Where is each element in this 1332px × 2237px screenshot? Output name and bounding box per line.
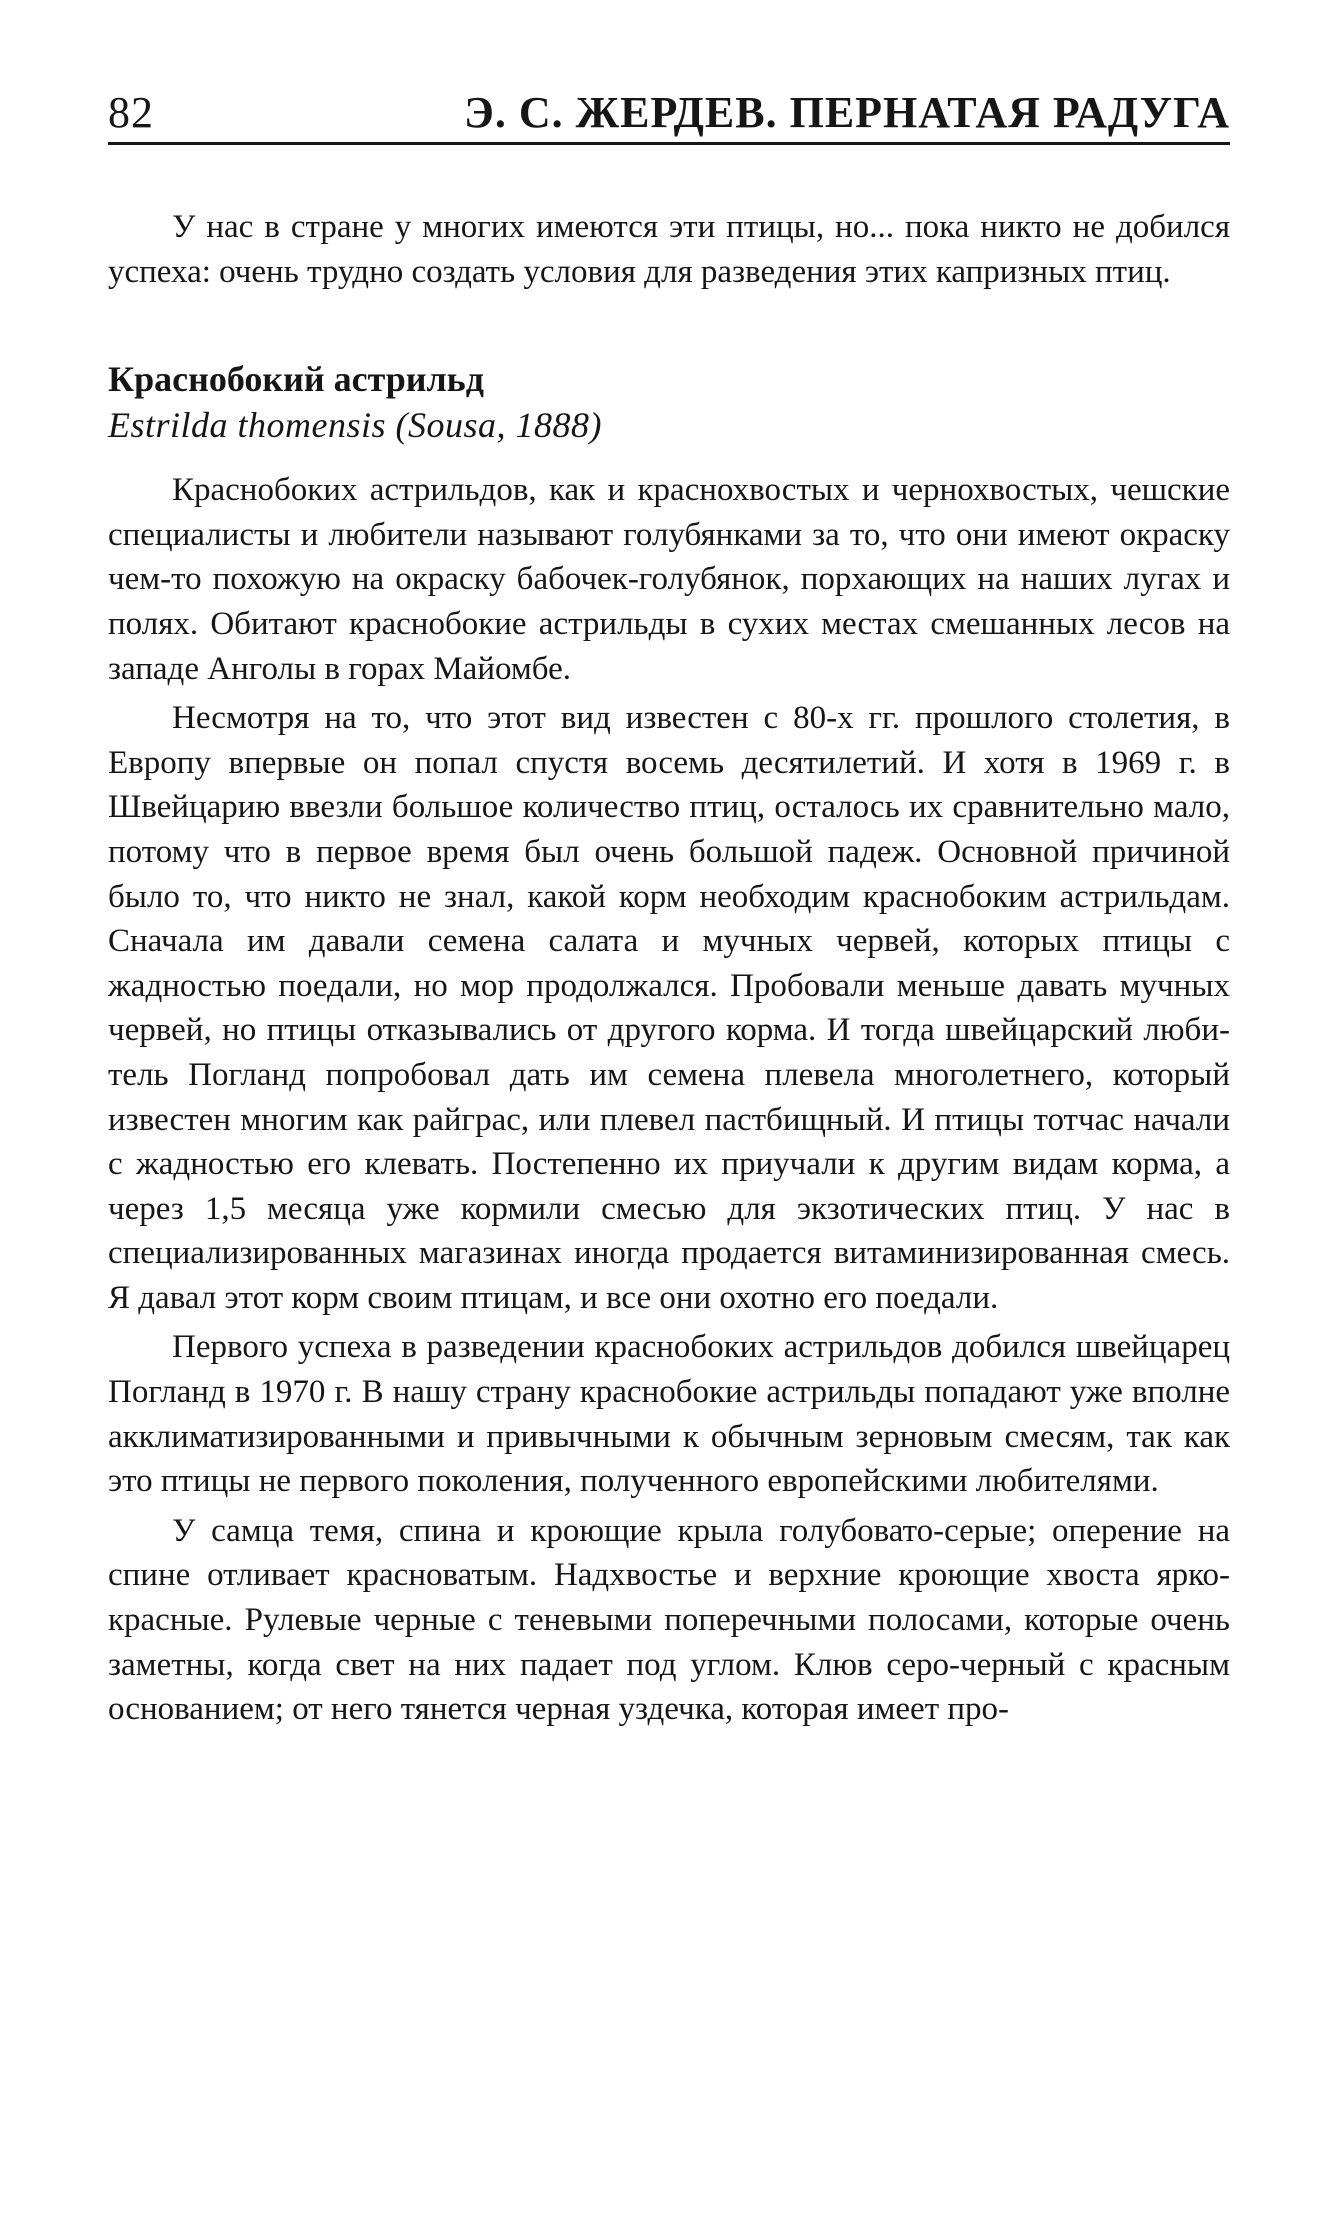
section-heading [108, 356, 1230, 448]
page-number: 82 [108, 88, 154, 137]
book-page [108, 88, 1230, 1732]
paragraph: Первого успеха в разведении краснобоких астрильдов добился швейцарец Погланд в 1970 г. В нашу страну краснобокие астрильды попадают уже вполне акклиматизированными и привычными к обычным зерновым смесям, так как это птицы не первого поколения, полученного европейскими любителями. [108, 1329, 1230, 1500]
book-title-header: Э. С. ЖЕРДЕВ. ПЕРНАТАЯ РАДУГА [464, 88, 1230, 137]
paragraph: Несмотря на то, что этот вид известен с 80-х гг. прошлого столетия, в Европу впервые он попал спустя восемь десятилетий. И хотя в 1969 г. в Швейцарию ввезли большое количество птиц, осталось их сравнительно мало, потому что в первое время был очень большой падеж. Основной причиной было то, что никто не знал, какой корм необходим краснобоким астрильдам. Сначала им давали семена салата и мучных червей, которых птицы с жадностью поедали, но мор продолжался. Пробовали меньше давать мучных червей, но птицы отказывались от другого корма. И тогда швейцарский любитель Погланд попробовал дать им семена плевела многолетнего, который известен многим как райграс, или плевел пастбищный. И птицы тотчас начали с жадностью его клевать. Постепенно их приучали к другим видам корма, а через 1,5 месяца уже кормили смесью для экзотических птиц. У нас в специализированных магазинах иногда продается витаминизированная смесь. Я давал этот корм своим птицам, и все они охотно его поедали. [108, 700, 1230, 1316]
running-header [108, 88, 1230, 145]
page-body [108, 205, 1230, 1732]
section-body [108, 468, 1230, 1732]
intro-paragraph: У нас в стране у многих имеются эти птицы, но... пока никто не добился успеха: очень трудно создать условия для разведения этих капризных птиц. [108, 209, 1230, 290]
paragraph: У самца темя, спина и кроющие крыла голубовато-серые; оперение на спине отливает красноватым. Надхвостье и верхние кроющие хвоста ярко-красные. Рулевые черные с теневыми поперечными полосами, которые очень заметны, когда свет на них падает под углом. Клюв серо-черный с красным основанием; от него тянется черная уздечка, которая имеет про- [108, 1512, 1230, 1728]
species-latin-name: Estrilda thomensis (Sousa, 1888) [108, 405, 603, 446]
paragraph: Краснобоких астрильдов, как и краснохвостых и чернохвостых, чешские специалисты и любители называют голубянками за то, что они имеют окраску чем-то похожую на окраску бабочек-голубянок, порхающих на наших лугах и полях. Обитают краснобокие астрильды в сухих местах смешанных лесов на западе Анголы в горах Майомбе. [108, 472, 1230, 687]
species-name: Краснобокий астрильд [108, 359, 484, 400]
